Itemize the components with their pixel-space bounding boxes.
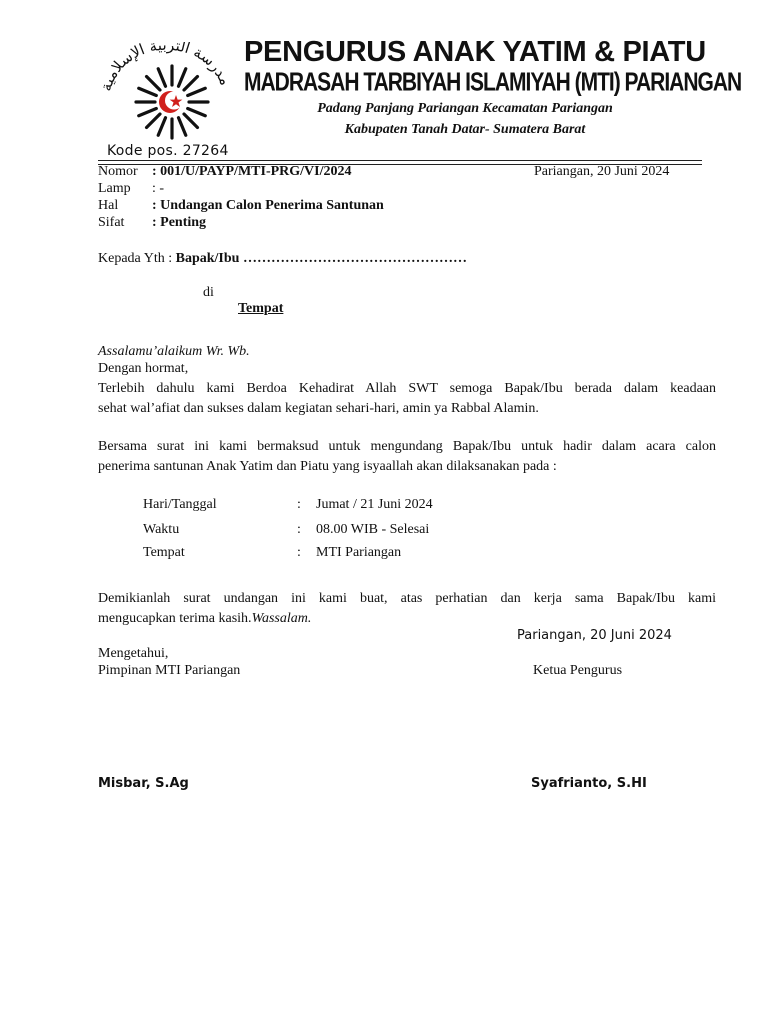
letter-date: Pariangan, 20 Juni 2024: [534, 164, 670, 179]
paragraph-1-line-2: sehat wal’afiat dan sukses dalam kegiatan sehari-hari, amin ya Rabbal Alamin.: [98, 401, 539, 416]
hal-value: : Undangan Calon Penerima Santunan: [152, 198, 384, 213]
closing-thanks: mengucapkan terima kasih.: [98, 611, 252, 626]
paragraph-2: [98, 437, 716, 477]
sun-ray: [139, 109, 157, 116]
detail-label-place: Tempat: [143, 545, 185, 560]
sun-ray: [188, 88, 206, 95]
recipient-di: di: [203, 285, 214, 300]
detail-sep-date: :: [297, 497, 301, 512]
sun-ray: [147, 114, 160, 127]
recipient-line: [98, 251, 467, 267]
detail-value-time: 08.00 WIB - Selesai: [316, 522, 430, 537]
paragraph-2-line-1: Bersama surat ini kami bermaksud untuk mengundang Bapak/Ibu untuk hadir dalam acara calon: [98, 439, 716, 454]
nomor-value: : 001/U/PAYP/MTI-PRG/VI/2024: [152, 164, 352, 179]
hal-label: Hal: [98, 198, 119, 213]
recipient-prefix: Kepada Yth :: [98, 251, 173, 266]
sun-ray: [139, 88, 157, 95]
right-signer-name: Syafrianto, S.HI: [531, 776, 647, 791]
sifat-value: : Penting: [152, 215, 207, 230]
address-line-1: Padang Panjang Pariangan Kecamatan Pariangan: [317, 101, 613, 116]
opening: Dengan hormat,: [98, 361, 189, 376]
header-rule-top: [98, 160, 702, 161]
sun-ray: [147, 77, 160, 90]
detail-label-time: Waktu: [143, 522, 180, 537]
org-subtitle: MADRASAH TARBIYAH ISLAMIYAH (MTI) PARIANGAN: [244, 68, 742, 97]
recipient-name: Bapak/Ibu …………………………………………: [175, 251, 467, 266]
detail-sep-place: :: [297, 545, 301, 560]
sun-ray: [158, 118, 165, 136]
nomor-label: Nomor: [98, 164, 138, 179]
lamp-value: : -: [152, 181, 165, 196]
left-signer-name: Misbar, S.Ag: [98, 776, 189, 791]
sun-ray: [184, 77, 197, 90]
detail-sep-time: :: [297, 522, 301, 537]
signature-date: Pariangan, 20 Juni 2024: [517, 628, 672, 643]
greeting: Assalamu’alaikum Wr. Wb.: [98, 344, 250, 359]
logo-arabic-text: درسة التربية الإسلامية: [100, 42, 230, 94]
sun-ray: [179, 69, 186, 87]
detail-value-place: MTI Pariangan: [316, 545, 402, 560]
lamp-label: Lamp: [98, 181, 131, 196]
school-logo: [100, 42, 230, 152]
closing-paragraph: [98, 589, 716, 629]
paragraph-2-line-2: penerima santunan Anak Yatim dan Piatu yang isyaallah akan dilaksanakan pada :: [98, 459, 557, 474]
acknowledge-label: Mengetahui,: [98, 646, 169, 661]
closing-line-1: Demikianlah surat undangan ini kami buat, atas perhatian dan kerja sama Bapak/Ibu kami: [98, 591, 716, 606]
sun-ray: [158, 69, 165, 87]
org-title: PENGURUS ANAK YATIM & PIATU: [244, 36, 706, 68]
sun-ray: [184, 114, 197, 127]
detail-value-date: Jumat / 21 Juni 2024: [316, 497, 433, 512]
detail-label-date: Hari/Tanggal: [143, 497, 217, 512]
paragraph-1-line-1: Terlebih dahulu kami Berdoa Kehadirat Allah SWT semoga Bapak/Ibu berada dalam keadaan: [98, 381, 716, 396]
sun-ray: [179, 118, 186, 136]
recipient-place: Tempat: [238, 301, 284, 316]
paragraph-1: [98, 379, 716, 419]
sun-ray: [188, 109, 206, 116]
postal-code: Kode pos. 27264: [107, 143, 229, 159]
right-signer-title: Ketua Pengurus: [533, 663, 623, 678]
address-line-2: Kabupaten Tanah Datar- Sumatera Barat: [344, 122, 586, 137]
closing-line-2: [98, 609, 716, 629]
closing-wassalam: Wassalam.: [251, 611, 312, 626]
left-signer-title: Pimpinan MTI Pariangan: [98, 663, 241, 678]
sifat-label: Sifat: [98, 215, 125, 230]
